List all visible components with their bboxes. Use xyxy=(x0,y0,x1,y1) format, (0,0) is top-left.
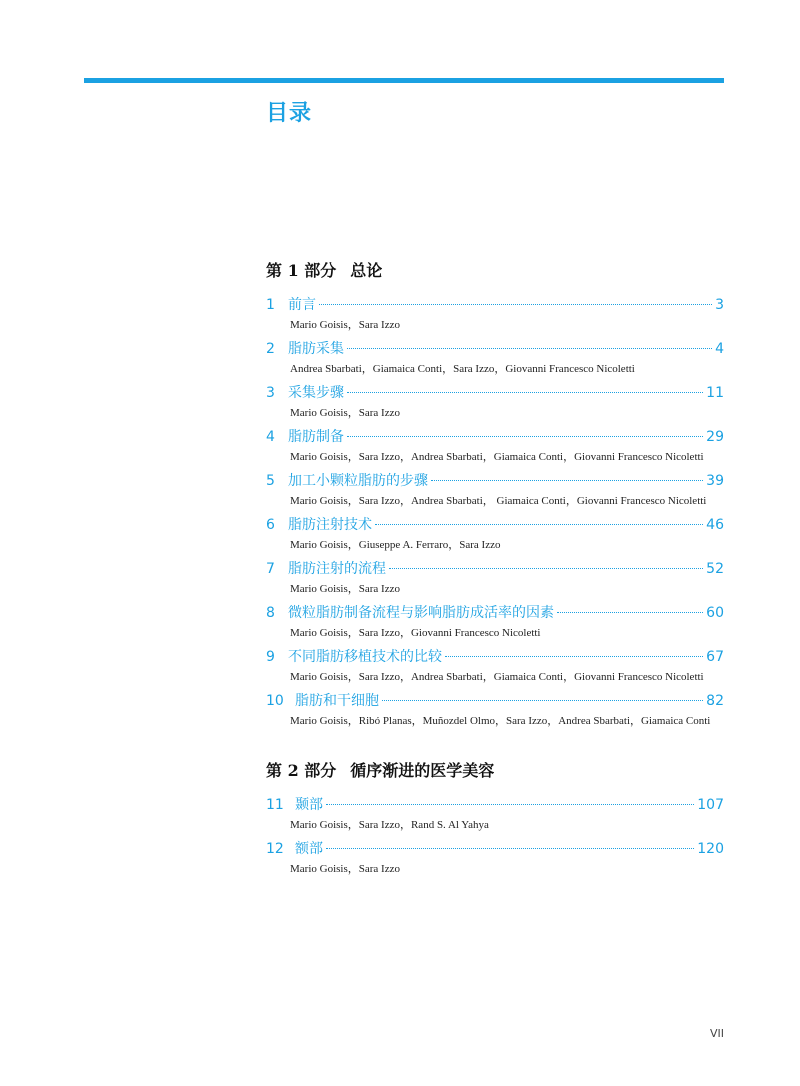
page-number: 67 xyxy=(706,649,724,665)
chapter-number: 6 xyxy=(266,517,275,533)
chapter-title[interactable]: 脂肪制备 xyxy=(288,429,344,445)
chapter-number: 7 xyxy=(266,561,275,577)
chapter-authors: Andrea Sbarbati，Giamaica Conti，Sara Izzo，Giovanni Francesco Nicoletti xyxy=(290,363,635,375)
toc-entry[interactable] xyxy=(266,426,724,466)
toc-entry[interactable] xyxy=(266,338,724,378)
chapter-number: 4 xyxy=(266,429,275,445)
chapter-number: 11 xyxy=(266,797,284,813)
chapter-authors: Mario Goisis，Sara Izzo xyxy=(290,863,400,875)
chapter-title[interactable]: 采集步骤 xyxy=(288,385,344,401)
toc-entry[interactable] xyxy=(266,470,724,510)
dot-leader xyxy=(326,848,694,849)
page-number: 60 xyxy=(706,605,724,621)
chapter-number: 8 xyxy=(266,605,275,621)
chapter-authors: Mario Goisis，Sara Izzo，Andrea Sbarbati， Giamaica Conti，Giovanni Francesco Nicoletti xyxy=(290,495,707,507)
toc-entry[interactable] xyxy=(266,558,724,598)
toc-entry[interactable] xyxy=(266,646,724,686)
chapter-number: 10 xyxy=(266,693,284,709)
table-of-contents xyxy=(266,258,724,882)
chapter-authors: Mario Goisis，Giuseppe A. Ferraro，Sara Izzo xyxy=(290,539,501,551)
chapter-authors: Mario Goisis，Sara Izzo xyxy=(290,583,400,595)
page-number: 52 xyxy=(706,561,724,577)
chapter-authors: Mario Goisis，Sara Izzo，Andrea Sbarbati，Giamaica Conti，Giovanni Francesco Nicoletti xyxy=(290,671,704,683)
toc-entry[interactable] xyxy=(266,382,724,422)
dot-leader xyxy=(382,700,703,701)
page-number: 120 xyxy=(697,841,724,857)
chapter-number: 9 xyxy=(266,649,275,665)
chapter-title[interactable]: 脂肪采集 xyxy=(288,341,344,357)
chapter-title[interactable]: 加工小颗粒脂肪的步骤 xyxy=(288,473,428,489)
chapter-authors: Mario Goisis，Sara Izzo，Andrea Sbarbati，Giamaica Conti，Giovanni Francesco Nicoletti xyxy=(290,451,704,463)
page-number: 11 xyxy=(706,385,724,401)
page-folio: VII xyxy=(709,1027,724,1040)
page-number: 107 xyxy=(697,797,724,813)
toc-entry[interactable] xyxy=(266,794,724,834)
chapter-title[interactable]: 脂肪和干细胞 xyxy=(295,693,379,709)
chapter-number: 5 xyxy=(266,473,275,489)
dot-leader xyxy=(557,612,703,613)
chapter-title[interactable]: 脂肪注射的流程 xyxy=(288,561,386,577)
chapter-number: 2 xyxy=(266,341,275,357)
part-label: 第 2 部分 xyxy=(266,761,337,780)
chapter-title[interactable]: 颞部 xyxy=(295,797,323,813)
dot-leader xyxy=(319,304,712,305)
page-number: 4 xyxy=(715,341,724,357)
chapter-number: 1 xyxy=(266,297,275,313)
header-rule xyxy=(84,78,724,83)
chapter-authors: Mario Goisis，Sara Izzo xyxy=(290,407,400,419)
chapter-title[interactable]: 微粒脂肪制备流程与影响脂肪成活率的因素 xyxy=(288,605,554,621)
dot-leader xyxy=(431,480,703,481)
dot-leader xyxy=(375,524,703,525)
chapter-title[interactable]: 不同脂肪移植技术的比较 xyxy=(288,649,442,665)
toc-entry[interactable] xyxy=(266,514,724,554)
dot-leader xyxy=(389,568,703,569)
chapter-title[interactable]: 额部 xyxy=(295,841,323,857)
page-number: 82 xyxy=(706,693,724,709)
dot-leader xyxy=(326,804,694,805)
toc-entry[interactable] xyxy=(266,690,724,730)
page-number: 3 xyxy=(715,297,724,313)
page-number: 39 xyxy=(706,473,724,489)
dot-leader xyxy=(347,348,712,349)
toc-entry[interactable] xyxy=(266,602,724,642)
dot-leader xyxy=(445,656,703,657)
chapter-title[interactable]: 前言 xyxy=(288,297,316,313)
toc-entry[interactable] xyxy=(266,838,724,878)
chapter-number: 12 xyxy=(266,841,284,857)
part-heading xyxy=(266,258,724,284)
dot-leader xyxy=(347,436,703,437)
toc-entry[interactable] xyxy=(266,294,724,334)
chapter-number: 3 xyxy=(266,385,275,401)
page-title: 目录 xyxy=(266,101,313,126)
part-label: 第 1 部分 xyxy=(266,261,337,280)
chapter-authors: Mario Goisis，Sara Izzo，Rand S. Al Yahya xyxy=(290,819,489,831)
dot-leader xyxy=(347,392,703,393)
page-number: 29 xyxy=(706,429,724,445)
part-heading xyxy=(266,758,724,784)
chapter-authors: Mario Goisis，Sara Izzo xyxy=(290,319,400,331)
page-number: 46 xyxy=(706,517,724,533)
part-name: 总论 xyxy=(350,261,383,280)
chapter-authors: Mario Goisis，Ribó Planas，Muñozdel Olmo，Sara Izzo，Andrea Sbarbati，Giamaica Conti xyxy=(290,715,711,727)
chapter-title[interactable]: 脂肪注射技术 xyxy=(288,517,372,533)
part-name: 循序渐进的医学美容 xyxy=(350,761,495,780)
chapter-authors: Mario Goisis，Sara Izzo，Giovanni Francesco Nicoletti xyxy=(290,627,541,639)
